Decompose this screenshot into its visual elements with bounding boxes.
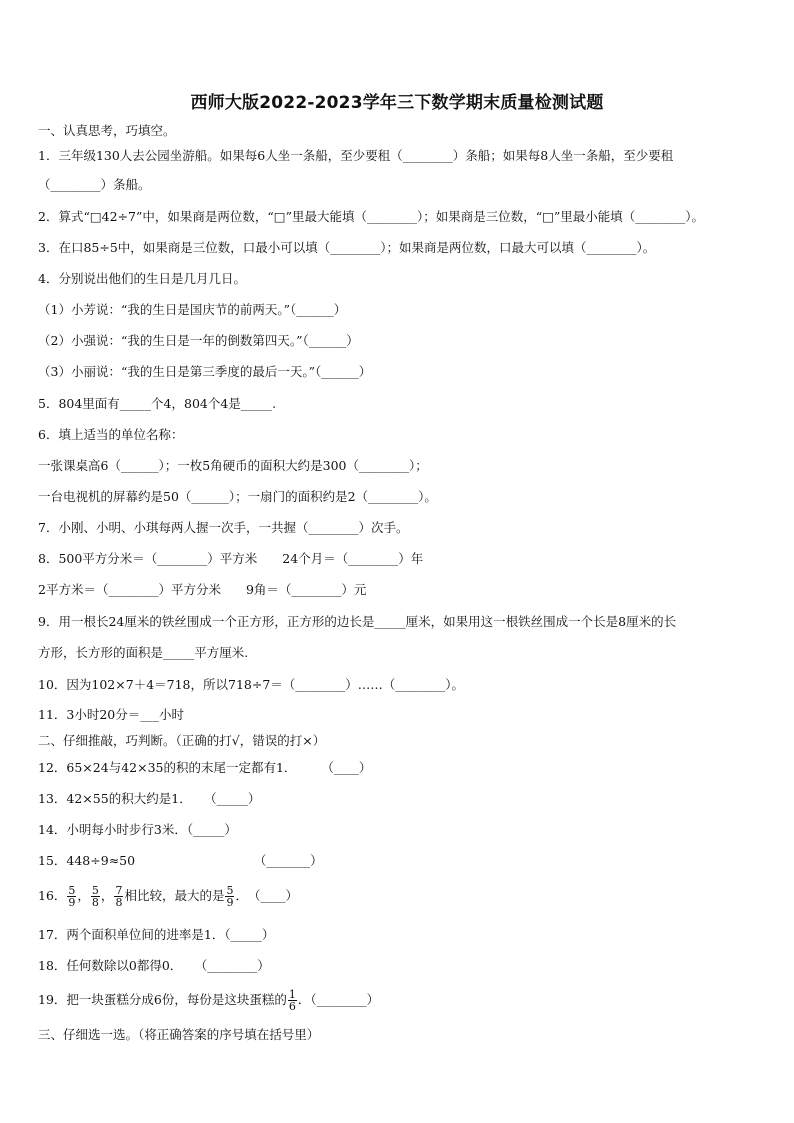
fraction-5-9-answer: $\frac{5}{9}$ — [226, 884, 234, 909]
question-1-line-2: （________）条船。 — [38, 177, 151, 192]
question-3: 3．在口85÷5中，如果商是三位数，口最小可以填（________）；如果商是两位数，口最大可以填（________）。 — [38, 240, 656, 255]
question-19: 19．把一块蛋糕分成6份，每份是这块蛋糕的 $\frac{1}{6}$ ．（________） — [38, 988, 380, 1013]
question-14: 14．小明每小时步行3米．（_____） — [38, 822, 237, 837]
question-10: 10．因为102×7＋4＝718，所以718÷7＝（________）……（________）。 — [38, 677, 465, 692]
question-8-line-2: 2平方米＝（________）平方分米 9角＝（________）元 — [38, 582, 367, 597]
question-7: 7．小刚、小明、小琪每两人握一次手，一共握（________）次手。 — [38, 520, 409, 535]
question-15: 15．448÷9≈50 （_______） — [38, 853, 323, 868]
question-4-part-2: （2）小强说：“我的生日是一年的倒数第四天。”（______） — [38, 333, 359, 348]
question-17: 17．两个面积单位间的进率是1．（_____） — [38, 927, 275, 942]
question-5: 5．804里面有_____个4，804个4是_____. — [38, 396, 277, 411]
question-12: 12．65×24与42×35的积的末尾一定都有1． （____） — [38, 760, 372, 775]
question-1-line-1: 1．三年级130人去公园坐游船。如果每6人坐一条船，至少要租（________）条船；如果每8人坐一条船，至少要租 — [38, 148, 674, 163]
section-1-heading: 一、认真思考，巧填空。 — [38, 123, 176, 138]
question-4: 4．分别说出他们的生日是几月几日。 — [38, 271, 246, 286]
question-18: 18．任何数除以0都得0． （________） — [38, 958, 270, 973]
question-2: 2．算式“□42÷7”中，如果商是两位数，“□”里最大能填（________）；如果商是三位数，“□”里最小能填（________）。 — [38, 209, 705, 224]
page-title: 西师大版2022-2023学年三下数学期末质量检测试题 — [190, 93, 604, 113]
question-16-prefix: 16． — [38, 888, 67, 903]
fraction-5-8: $\frac{5}{8}$ — [91, 884, 99, 909]
fraction-1-6: $\frac{1}{6}$ — [288, 988, 296, 1013]
question-6-line-1: 一张课桌高6（______）；一枚5角硬币的面积大约是300（________）； — [38, 458, 428, 473]
question-6: 6．填上适当的单位名称： — [38, 427, 184, 442]
question-16: 16． $\frac{5}{9}$ ， $\frac{5}{8}$ ， $\frac{7}{8}$ 相比较，最大的是 $\frac{5}{9}$ ． （____） — [38, 884, 298, 909]
question-9-line-1: 9．用一根长24厘米的铁丝围成一个正方形，正方形的边长是_____厘米，如果用这一根铁丝围成一个长是8厘米的长 — [38, 614, 677, 629]
fraction-7-8: $\frac{7}{8}$ — [115, 884, 123, 909]
question-8-line-1: 8．500平方分米＝（________）平方米 24个月＝（________）年 — [38, 551, 424, 566]
section-2-heading: 二、仔细推敲，巧判断。（正确的打√，错误的打×） — [38, 733, 326, 748]
fraction-5-9: $\frac{5}{9}$ — [68, 884, 76, 909]
question-4-part-1: （1）小芳说：“我的生日是国庆节的前两天。”（______） — [38, 302, 347, 317]
question-11: 11．3小时20分＝___小时 — [38, 707, 185, 722]
question-4-part-3: （3）小丽说：“我的生日是第三季度的最后一天。”（______） — [38, 364, 372, 379]
question-6-line-2: 一台电视机的屏幕约是50（______）；一扇门的面积约是2（________）。 — [38, 489, 437, 504]
question-13: 13．42×55的积大约是1． （_____） — [38, 791, 261, 806]
section-3-heading: 三、仔细选一选。（将正确答案的序号填在括号里） — [38, 1027, 320, 1042]
question-9-line-2: 方形，长方形的面积是_____平方厘米. — [38, 645, 249, 660]
